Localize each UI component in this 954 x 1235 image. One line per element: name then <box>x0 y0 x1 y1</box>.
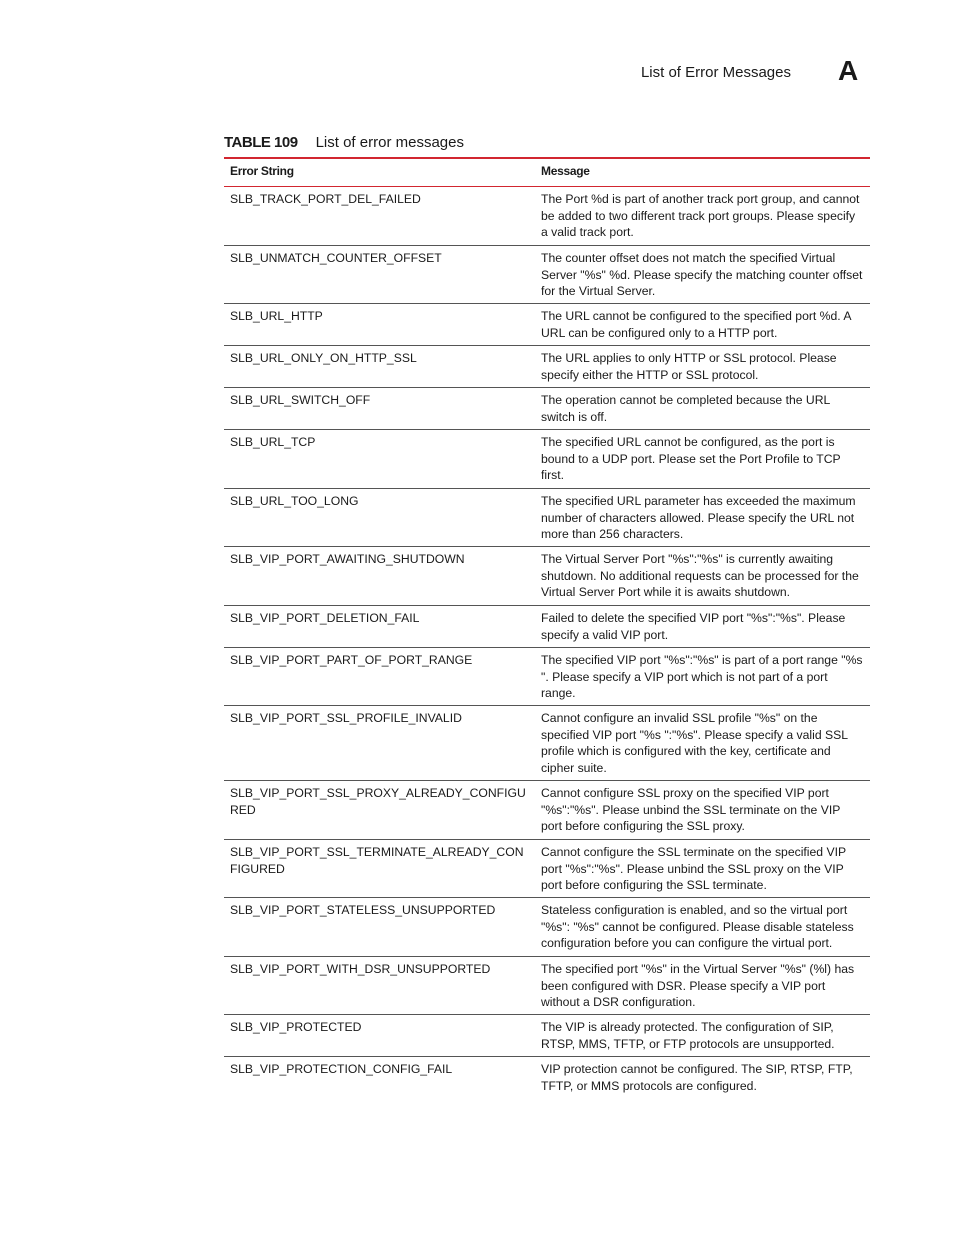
table-row <box>224 304 870 346</box>
table-row <box>224 187 870 246</box>
error-string-cell: SLB_URL_TCP <box>230 435 316 449</box>
table-row <box>224 840 870 898</box>
table-body <box>224 187 870 1099</box>
message-cell: The specified URL cannot be configured, as the port is bound to a UDP port. Please set the Port Profile to TCP first. <box>541 435 841 482</box>
error-string-cell: SLB_VIP_PORT_SSL_PROXY_ALREADY_CONFIGURED <box>230 786 526 817</box>
error-string-cell: SLB_URL_SWITCH_OFF <box>230 393 371 407</box>
error-string-cell: SLB_VIP_PORT_AWAITING_SHUTDOWN <box>230 552 465 566</box>
table-title: List of error messages <box>315 134 464 151</box>
table-row <box>224 898 870 957</box>
table-row <box>224 706 870 781</box>
message-cell: The specified URL parameter has exceeded the maximum number of characters allowed. Please specify the URL not more than 256 characters. <box>541 494 856 541</box>
error-string-cell: SLB_URL_HTTP <box>230 309 323 323</box>
message-cell: The specified port "%s" in the Virtual Server "%s" (%l) has been configured with DSR. Please specify a VIP port without a DSR configuration. <box>541 962 855 1009</box>
message-cell: The Port %d is part of another track port group, and cannot be added to two different track port groups. Please specify a valid track port. <box>541 192 860 239</box>
message-cell: Failed to delete the specified VIP port "%s":"%s". Please specify a valid VIP port. <box>541 611 846 642</box>
column-header-message: Message <box>541 164 590 178</box>
table-row <box>224 781 870 840</box>
page-header-title: List of Error Messages <box>640 64 791 81</box>
table-caption <box>224 134 464 151</box>
error-string-cell: SLB_VIP_PORT_PART_OF_PORT_RANGE <box>230 653 473 667</box>
appendix-letter: A <box>838 55 859 86</box>
message-cell: The operation cannot be completed because the URL switch is off. <box>541 393 830 424</box>
table-header-row <box>224 159 870 187</box>
error-string-cell: SLB_VIP_PORT_SSL_PROFILE_INVALID <box>230 711 462 725</box>
message-cell: Cannot configure SSL proxy on the specified VIP port "%s":"%s". Please unbind the SSL terminate on the VIP port before configuring the SSL proxy. <box>541 786 841 833</box>
table-row <box>224 1057 870 1099</box>
table-row <box>224 957 870 1015</box>
error-string-cell: SLB_TRACK_PORT_DEL_FAILED <box>230 192 421 206</box>
table-row <box>224 388 870 430</box>
message-cell: The Virtual Server Port "%s":"%s" is currently awaiting shutdown. No additional requests can be processed for the Virtual Server Port while it is awaits shutdown. <box>541 552 859 599</box>
message-cell: Cannot configure the SSL terminate on the specified VIP port "%s":"%s". Please unbind the SSL proxy on the VIP port before configuring the SSL terminate. <box>541 845 846 892</box>
error-string-cell: SLB_UNMATCH_COUNTER_OFFSET <box>230 251 442 265</box>
table-row <box>224 430 870 489</box>
table-row <box>224 648 870 706</box>
table-row <box>224 346 870 388</box>
error-string-cell: SLB_VIP_PORT_SSL_TERMINATE_ALREADY_CONFIGURED <box>230 845 524 876</box>
message-cell: Stateless configuration is enabled, and so the virtual port "%s": "%s" cannot be configured. Please disable stateless configuration before you can configure the virtual port. <box>541 903 854 950</box>
message-cell: Cannot configure an invalid SSL profile "%s" on the specified VIP port "%s ":"%s". Please specify a valid SSL profile which is configured with the key, certificate and cipher suite. <box>541 711 848 775</box>
table-row <box>224 489 870 547</box>
table-number: TABLE 109 <box>224 134 298 151</box>
table-row <box>224 246 870 304</box>
error-string-cell: SLB_VIP_PORT_DELETION_FAIL <box>230 611 420 625</box>
message-cell: The URL applies to only HTTP or SSL protocol. Please specify either the HTTP or SSL protocol. <box>541 351 837 382</box>
error-string-cell: SLB_VIP_PROTECTED <box>230 1020 362 1034</box>
message-cell: The specified VIP port "%s":"%s" is part of a port range "%s ". Please specify a VIP port which is not part of a port range. <box>541 653 863 700</box>
column-header-error-string: Error String <box>230 164 294 178</box>
error-messages-table <box>224 157 870 1099</box>
table-row <box>224 1015 870 1057</box>
table-row <box>224 547 870 606</box>
error-string-cell: SLB_VIP_PORT_STATELESS_UNSUPPORTED <box>230 903 496 917</box>
message-cell: VIP protection cannot be configured. The SIP, RTSP, FTP, TFTP, or MMS protocols are configured. <box>541 1062 853 1093</box>
message-cell: The counter offset does not match the specified Virtual Server "%s" %d. Please specify the matching counter offset for the Virtual Server. <box>541 251 863 298</box>
message-cell: The URL cannot be configured to the specified port %d. A URL can be configured only to a HTTP port. <box>541 309 851 340</box>
error-string-cell: SLB_URL_TOO_LONG <box>230 494 359 508</box>
message-cell: The VIP is already protected. The configuration of SIP, RTSP, MMS, TFTP, or FTP protocols are unsupported. <box>541 1020 835 1051</box>
error-string-cell: SLB_VIP_PORT_WITH_DSR_UNSUPPORTED <box>230 962 491 976</box>
table-row <box>224 606 870 648</box>
error-string-cell: SLB_URL_ONLY_ON_HTTP_SSL <box>230 351 417 365</box>
error-string-cell: SLB_VIP_PROTECTION_CONFIG_FAIL <box>230 1062 453 1076</box>
